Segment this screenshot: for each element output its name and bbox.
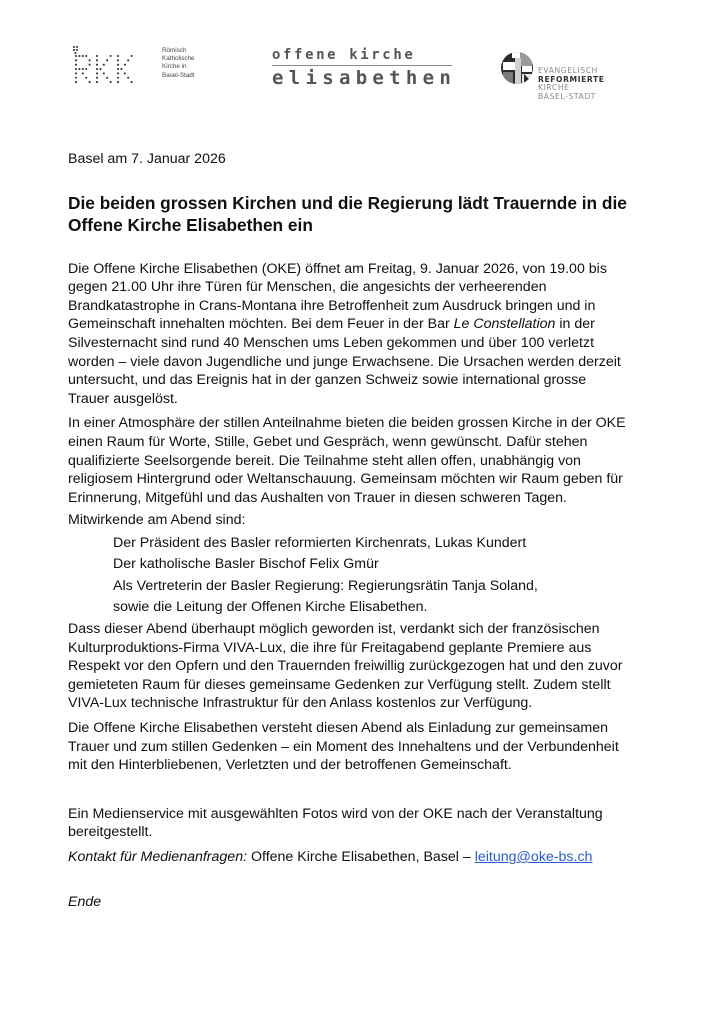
- erk-line: REFORMIERTE: [538, 74, 605, 84]
- participants-list: [68, 533, 628, 618]
- oke-logo: [272, 47, 457, 93]
- erk-emblem-icon: [500, 44, 536, 94]
- contact-text: Offene Kirche Elisabethen, Basel –: [247, 849, 475, 866]
- erk-line: EVANGELISCH: [538, 66, 598, 75]
- paragraph-viva-lux: Dass dieser Abend überhaupt möglich geworden ist, verdankt sich der französischen Kulturproduktions-Firma VIVA-Lux, die ihre für Freitagabend geplante Premiere aus Respekt vor den Opfern und den Trauernden freiwillig zurückgezogen hat und den zuvor gemieteten Raum für dieses gemeinsame Gedenken zur Verfügung stellt. Zudem stellt VIVA-Lux technische Infrastruktur für den Anlass kostenlos zur Verfügung.: [68, 621, 623, 712]
- rkk-line: Basel-Stadt: [162, 71, 195, 79]
- rkk-dot-mark-icon: [70, 44, 160, 88]
- paragraph-intro-text: Die Offene Kirche Elisabethen (OKE) öffnet am Freitag, 9. Januar 2026, von 19.00 bis gegen 21.00 Uhr ihre Türen für Menschen, die angesichts der verheerenden Brandkatastrophe in Crans-Montana ihre Betroffenheit zum Ausdruck bringen und in Gemeinschaft innehalten möchten. Bei dem Feuer in der Bar: [68, 260, 607, 333]
- rkk-logo: [70, 44, 210, 88]
- participant-item: Der katholische Basler Bischof Felix Gmür: [113, 556, 379, 573]
- date-line: Basel am 7. Januar 2026: [68, 151, 226, 167]
- erk-line: KIRCHE: [538, 83, 570, 93]
- participants-intro: Mitwirkende am Abend sind:: [68, 512, 246, 529]
- erk-logo: [500, 44, 670, 104]
- paragraph-invitation: Die Offene Kirche Elisabethen versteht diesen Abend als Einladung zur gemeinsamen Trauer und zum stillen Gedenken – ein Moment des Innehaltens und der Verbundenheit mit den Hinterbliebenen, Verletzten und der betroffenen Gemeinschaft.: [68, 720, 619, 774]
- participant-item: Als Vertreterin der Basler Regierung: Regierungsrätin Tanja Soland,: [113, 577, 538, 594]
- bar-name: Le Constellation: [453, 316, 556, 333]
- participant-item: Der Präsident des Basler reformierten Kirchenrats, Lukas Kundert: [113, 534, 527, 551]
- document-body: [68, 150, 628, 911]
- erk-logo-text: [538, 67, 605, 101]
- rkk-line: Katholische: [162, 55, 195, 63]
- erk-line: BASEL-STADT: [538, 91, 597, 101]
- contact-email-link[interactable]: leitung@oke-bs.ch: [474, 849, 593, 866]
- paragraph-media-service: Ein Medienservice mit ausgewählten Fotos wird von der OKE nach der Veranstaltung bereitgestellt.: [68, 805, 603, 841]
- paragraph-intro-text-cont: in der Silvesternacht sind rund 40 Menschen ums Leben gekommen und über 100 verletzt worden – viele davon Jugendliche und junge Erwachsene. Die Ursachen werden derzeit untersucht, und das Ereignis hat in der ganzen Schweiz sowie international grosse Trauer ausgelöst.: [68, 316, 621, 407]
- rkk-logo-text: [162, 47, 195, 80]
- oke-logo-bottom: elisabethen: [272, 67, 457, 89]
- rkk-line: Kirche in: [162, 63, 187, 71]
- oke-logo-top: offene kirche: [272, 47, 416, 63]
- contact-line: [68, 848, 628, 867]
- end-marker: Ende: [68, 893, 102, 910]
- rkk-line: Römisch: [162, 47, 187, 54]
- participant-item: sowie die Leitung der Offenen Kirche Elisabethen.: [113, 598, 428, 615]
- contact-label: Kontakt für Medienanfragen:: [68, 849, 248, 866]
- paragraph-atmosphere: In einer Atmosphäre der stillen Anteilnahme bieten die beiden grossen Kirche in der OKE einen Raum für Worte, Stille, Gebet und Gespräch, wenn gewünscht. Dafür stehen qualifizierte Seelsorgende bereit. Die Teilnahme steht allen offen, unabhängig von religiosem Hintergrund oder Weltanschauung. Gemeinsam möchten wir Raum geben für Erinnerung, Mitgefühl und das Aushalten von Trauer in diesen schweren Tagen.: [68, 415, 626, 506]
- headline: Die beiden grossen Kirchen und die Regierung lädt Trauernde in die Offene Kirche Elisabethen ein: [68, 192, 627, 235]
- paragraph-intro: [68, 260, 628, 409]
